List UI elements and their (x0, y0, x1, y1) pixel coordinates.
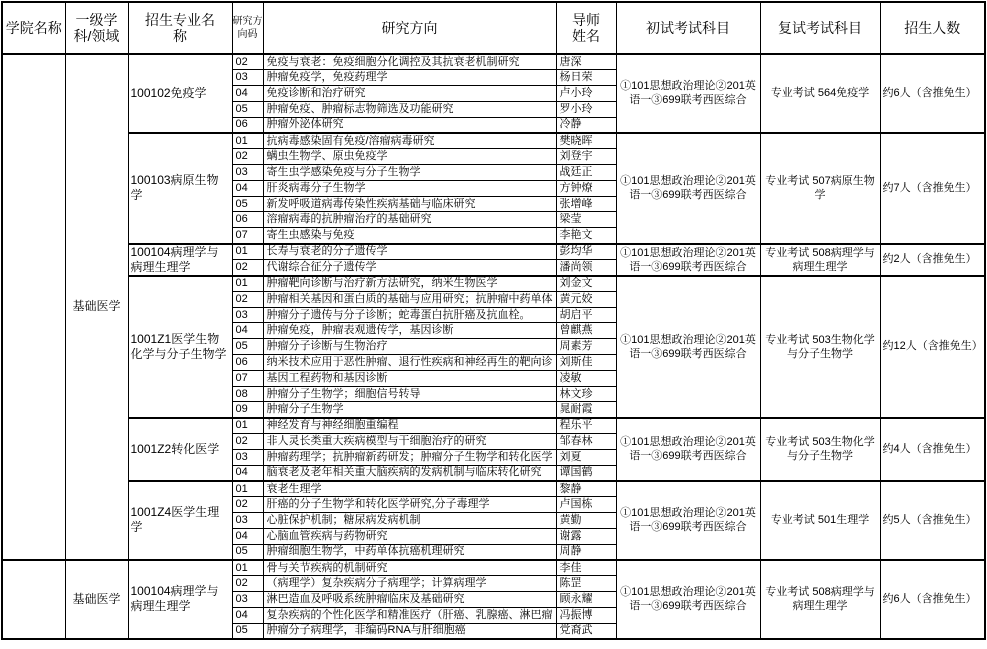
discipline-cell: 基础医学 (65, 560, 128, 639)
direction-code-cell: 02 (232, 54, 263, 70)
supervisor-name-cell: 方钟燎 (556, 180, 616, 196)
research-direction-cell: 肿瘤免疫，肿瘤表观遗传学，基因诊断 (263, 323, 556, 339)
table-row (2, 418, 985, 434)
direction-code-cell: 01 (232, 560, 263, 576)
table-body (2, 54, 985, 639)
major-name-cell: 100104病理学与病理生理学 (128, 244, 232, 276)
supervisor-name-cell: 邹春林 (556, 434, 616, 450)
research-direction-cell: 肝炎病毒分子生物学 (263, 180, 556, 196)
direction-code-cell: 03 (232, 449, 263, 465)
direction-code-cell: 05 (232, 623, 263, 639)
table-row (2, 560, 985, 576)
supervisor-name-cell: 谭国鹤 (556, 465, 616, 481)
supervisor-name-cell: 冷静 (556, 117, 616, 133)
supervisor-name-cell: 刘登宇 (556, 149, 616, 165)
major-name-cell: 100104病理学与病理生理学 (128, 560, 232, 639)
direction-code-cell: 01 (232, 244, 263, 260)
research-direction-cell: 非人灵长类重大疾病模型与干细胞治疗的研究 (263, 434, 556, 450)
direction-code-cell: 01 (232, 133, 263, 149)
direction-code-cell: 07 (232, 370, 263, 386)
retest-exam-cell: 专业考试 503生物化学与分子生物学 (760, 276, 880, 418)
research-direction-cell: 肝癌的分子生物学和转化医学研究,分子毒理学 (263, 497, 556, 513)
supervisor-name-cell: 潘尚领 (556, 260, 616, 276)
direction-code-cell: 02 (232, 497, 263, 513)
supervisor-name-cell: 陈罡 (556, 576, 616, 592)
research-direction-cell: 脑衰老及老年相关重大脑疾病的发病机制与临床转化研究 (263, 465, 556, 481)
supervisor-name-cell: 晁耐霞 (556, 402, 616, 418)
supervisor-name-cell: 卢小玲 (556, 86, 616, 102)
direction-code-cell: 02 (232, 260, 263, 276)
direction-code-cell: 04 (232, 528, 263, 544)
major-name-cell: 1001Z4医学生理学 (128, 481, 232, 560)
supervisor-name-cell: 曾麒燕 (556, 323, 616, 339)
direction-code-cell: 07 (232, 228, 263, 244)
retest-exam-cell: 专业考试 508病理学与病理生理学 (760, 560, 880, 639)
research-direction-cell: 心脏保护机制；糖尿病发病机制 (263, 513, 556, 529)
major-name-cell: 1001Z2转化医学 (128, 418, 232, 481)
direction-code-cell: 04 (232, 607, 263, 623)
supervisor-name-cell: 樊晓晖 (556, 133, 616, 149)
college-cell (2, 54, 65, 560)
research-direction-cell: 免疫与衰老：免疫细胞分化调控及其抗衰老机制研究 (263, 54, 556, 70)
initial-exam-cell: ①101思想政治理论②201英语一③699联考西医综合 (616, 418, 760, 481)
research-direction-cell: 寄生虫感染与免疫 (263, 228, 556, 244)
supervisor-name-cell: 战廷正 (556, 165, 616, 181)
header-college: 学院名称 (2, 2, 65, 54)
supervisor-name-cell: 李艳文 (556, 228, 616, 244)
research-direction-cell: 基因工程药物和基因诊断 (263, 370, 556, 386)
table-row (2, 54, 985, 70)
direction-code-cell: 04 (232, 465, 263, 481)
table-row (2, 133, 985, 149)
research-direction-cell: 肿瘤分子诊断与生物治疗 (263, 339, 556, 355)
retest-exam-cell: 专业考试 501生理学 (760, 481, 880, 560)
research-direction-cell: 肿瘤分子生物学 (263, 402, 556, 418)
direction-code-cell: 06 (232, 117, 263, 133)
header-discipline: 一级学科/领域 (65, 2, 128, 54)
direction-code-cell: 03 (232, 513, 263, 529)
major-name-cell: 1001Z1医学生物化学与分子生物学 (128, 276, 232, 418)
supervisor-name-cell: 林文珍 (556, 386, 616, 402)
research-direction-cell: 长寿与衰老的分子遗传学 (263, 244, 556, 260)
enrollment-cell: 约2人（含推免生） (880, 244, 985, 276)
enrollment-cell: 约7人（含推免生） (880, 133, 985, 244)
direction-code-cell: 05 (232, 339, 263, 355)
header-retest-exam: 复试考试科目 (760, 2, 880, 54)
direction-code-cell: 06 (232, 355, 263, 371)
research-direction-cell: 衰老生理学 (263, 481, 556, 497)
header-direction: 研究方向 (263, 2, 556, 54)
research-direction-cell: 纳米技术应用于恶性肿瘤、退行性疾病和神经再生的靶向诊 (263, 355, 556, 371)
direction-code-cell: 02 (232, 576, 263, 592)
research-direction-cell: 螨虫生物学、原虫免疫学 (263, 149, 556, 165)
direction-code-cell: 01 (232, 481, 263, 497)
header-initial-exam: 初试考试科目 (616, 2, 760, 54)
supervisor-name-cell: 彭均华 (556, 244, 616, 260)
research-direction-cell: 寄生虫学感染免疫与分子生物学 (263, 165, 556, 181)
table-row (2, 244, 985, 260)
supervisor-name-cell: 周素芳 (556, 339, 616, 355)
supervisor-name-cell: 冯振博 (556, 607, 616, 623)
research-direction-cell: 心脑血管疾病与药物研究 (263, 528, 556, 544)
enrollment-cell: 约12人（含推免生） (880, 276, 985, 418)
supervisor-name-cell: 杨日荣 (556, 70, 616, 86)
initial-exam-cell: ①101思想政治理论②201英语一③699联考西医综合 (616, 276, 760, 418)
research-direction-cell: 复杂疾病的个性化医学和精准医疗（肝癌、乳腺癌、淋巴瘤 (263, 607, 556, 623)
retest-exam-cell: 专业考试 507病原生物学 (760, 133, 880, 244)
supervisor-name-cell: 张增峰 (556, 196, 616, 212)
retest-exam-cell: 专业考试 508病理学与病理生理学 (760, 244, 880, 276)
table-row (2, 276, 985, 292)
research-direction-cell: 肿瘤相关基因和蛋白质的基础与应用研究；抗肿瘤中药单体 (263, 291, 556, 307)
supervisor-name-cell: 胡启平 (556, 307, 616, 323)
enrollment-cell: 约6人（含推免生） (880, 54, 985, 133)
enrollment-cell: 约6人（含推免生） (880, 560, 985, 639)
research-direction-cell: 肿瘤细胞生物学，中药单体抗癌机理研究 (263, 544, 556, 560)
supervisor-name-cell: 凌敏 (556, 370, 616, 386)
direction-code-cell: 05 (232, 196, 263, 212)
direction-code-cell: 02 (232, 434, 263, 450)
supervisor-name-cell: 谢露 (556, 528, 616, 544)
research-direction-cell: 新发呼吸道病毒传染性疾病基础与临床研究 (263, 196, 556, 212)
direction-code-cell: 01 (232, 276, 263, 292)
header-major: 招生专业名称 (128, 2, 232, 54)
retest-exam-cell: 专业考试 503生物化学与分子生物学 (760, 418, 880, 481)
research-direction-cell: 代谢综合征分子遗传学 (263, 260, 556, 276)
supervisor-name-cell: 刘斯佳 (556, 355, 616, 371)
research-direction-cell: 免疫诊断和治疗研究 (263, 86, 556, 102)
discipline-cell: 基础医学 (65, 54, 128, 560)
research-direction-cell: 肿瘤外泌体研究 (263, 117, 556, 133)
research-direction-cell: （病理学）复杂疾病分子病理学；计算病理学 (263, 576, 556, 592)
initial-exam-cell: ①101思想政治理论②201英语一③699联考西医综合 (616, 481, 760, 560)
direction-code-cell: 04 (232, 180, 263, 196)
research-direction-cell: 淋巴造血及呼吸系统肿瘤临床及基础研究 (263, 592, 556, 608)
direction-code-cell: 03 (232, 307, 263, 323)
enrollment-cell: 约4人（含推免生） (880, 418, 985, 481)
direction-code-cell: 09 (232, 402, 263, 418)
supervisor-name-cell: 黄元姣 (556, 291, 616, 307)
research-direction-cell: 肿瘤药理学；抗肿瘤新药研发；肿瘤分子生物学和转化医学 (263, 449, 556, 465)
direction-code-cell: 03 (232, 592, 263, 608)
research-direction-cell: 肿瘤靶向诊断与治疗新方法研究，纳米生物医学 (263, 276, 556, 292)
initial-exam-cell: ①101思想政治理论②201英语一③699联考西医综合 (616, 560, 760, 639)
major-name-cell: 100102免疫学 (128, 54, 232, 133)
supervisor-name-cell: 刘夏 (556, 449, 616, 465)
initial-exam-cell: ①101思想政治理论②201英语一③699联考西医综合 (616, 54, 760, 133)
retest-exam-cell: 专业考试 564免疫学 (760, 54, 880, 133)
direction-code-cell: 03 (232, 70, 263, 86)
research-direction-cell: 抗病毒感染固有免疫/溶瘤病毒研究 (263, 133, 556, 149)
header-enrollment: 招生人数 (880, 2, 985, 54)
supervisor-name-cell: 梁莹 (556, 212, 616, 228)
research-direction-cell: 肿瘤分子生物学；细胞信号转导 (263, 386, 556, 402)
research-direction-cell: 肿瘤免疫学，免疫药理学 (263, 70, 556, 86)
direction-code-cell: 05 (232, 544, 263, 560)
major-name-cell: 100103病原生物学 (128, 133, 232, 244)
table-row (2, 481, 985, 497)
direction-code-cell: 03 (232, 165, 263, 181)
college-cell (2, 560, 65, 639)
header-row (2, 2, 985, 54)
supervisor-name-cell: 李佳 (556, 560, 616, 576)
supervisor-name-cell: 卢国栋 (556, 497, 616, 513)
research-direction-cell: 溶瘤病毒的抗肿瘤治疗的基础研究 (263, 212, 556, 228)
initial-exam-cell: ①101思想政治理论②201英语一③699联考西医综合 (616, 133, 760, 244)
supervisor-name-cell: 黄勤 (556, 513, 616, 529)
research-direction-cell: 神经发育与神经细胞重编程 (263, 418, 556, 434)
direction-code-cell: 04 (232, 86, 263, 102)
enrollment-cell: 约5人（含推免生） (880, 481, 985, 560)
direction-code-cell: 04 (232, 323, 263, 339)
direction-code-cell: 01 (232, 418, 263, 434)
direction-code-cell: 02 (232, 291, 263, 307)
header-supervisor: 导师姓名 (556, 2, 616, 54)
research-direction-cell: 肿瘤分子遗传与分子诊断；蛇毒蛋白抗肝癌及抗血栓。 (263, 307, 556, 323)
admissions-table (1, 1, 986, 640)
direction-code-cell: 08 (232, 386, 263, 402)
supervisor-name-cell: 顾永耀 (556, 592, 616, 608)
research-direction-cell: 肿瘤免疫、肿瘤标志物筛选及功能研究 (263, 101, 556, 117)
initial-exam-cell: ①101思想政治理论②201英语一③699联考西医综合 (616, 244, 760, 276)
direction-code-cell: 02 (232, 149, 263, 165)
supervisor-name-cell: 唐深 (556, 54, 616, 70)
supervisor-name-cell: 程乐平 (556, 418, 616, 434)
supervisor-name-cell: 周静 (556, 544, 616, 560)
research-direction-cell: 肿瘤分子病理学，非编码RNA与肝细胞癌 (263, 623, 556, 639)
direction-code-cell: 06 (232, 212, 263, 228)
supervisor-name-cell: 刘金文 (556, 276, 616, 292)
supervisor-name-cell: 黎静 (556, 481, 616, 497)
header-direction-code: 研究方向码 (232, 2, 263, 54)
direction-code-cell: 05 (232, 101, 263, 117)
supervisor-name-cell: 罗小玲 (556, 101, 616, 117)
supervisor-name-cell: 党裔武 (556, 623, 616, 639)
research-direction-cell: 骨与关节疾病的机制研究 (263, 560, 556, 576)
